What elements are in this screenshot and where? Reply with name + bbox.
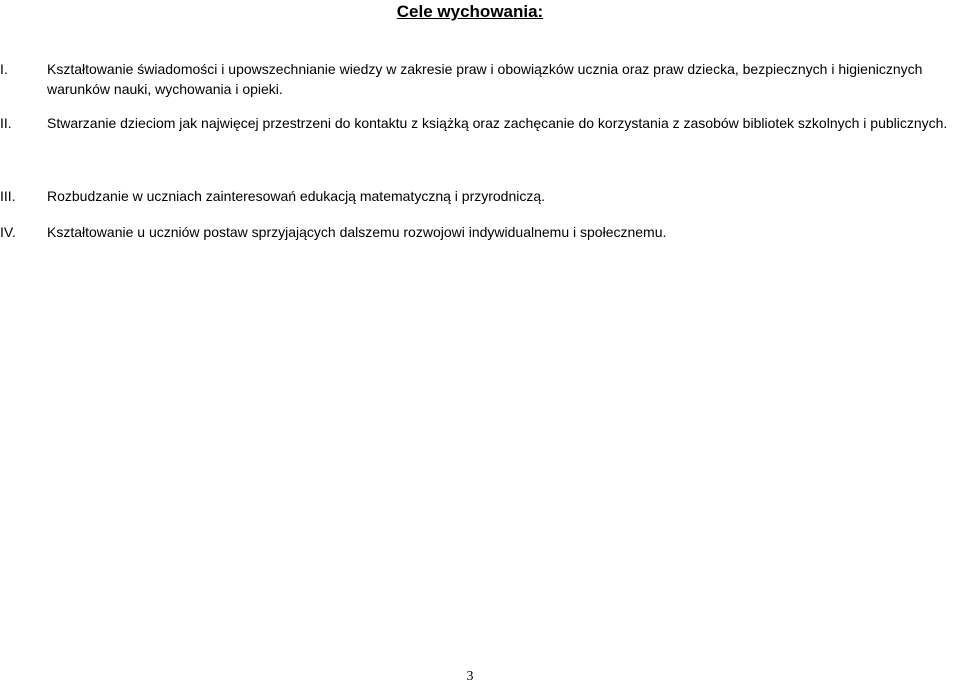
list-item-text: Stwarzanie dzieciom jak najwięcej przestrzeni do kontaktu z książką oraz zachęcanie do korzystania z zasobów bibliotek szkolnych i publicznych. xyxy=(47,115,948,131)
list-item-text: Kształtowanie świadomości i upowszechnianie wiedzy w zakresie praw i obowiązków ucznia oraz praw dziecka, bezpiecznych i higienicznych warunków nauki, wychowania i opieki. xyxy=(47,61,923,97)
list-item-number: IV. xyxy=(0,224,16,240)
page-number: 3 xyxy=(466,669,474,684)
list-item-number: II. xyxy=(0,115,12,131)
list-item-number: III. xyxy=(0,188,16,204)
list-item-text: Rozbudzanie w uczniach zainteresowań edukacją matematyczną i przyrodniczą. xyxy=(47,188,546,204)
document-title: Cele wychowania: xyxy=(396,2,544,21)
list-item-number: I. xyxy=(0,61,8,77)
list-item-text: Kształtowanie u uczniów postaw sprzyjających dalszemu rozwojowi indywidualnemu i społecznemu. xyxy=(47,224,667,240)
